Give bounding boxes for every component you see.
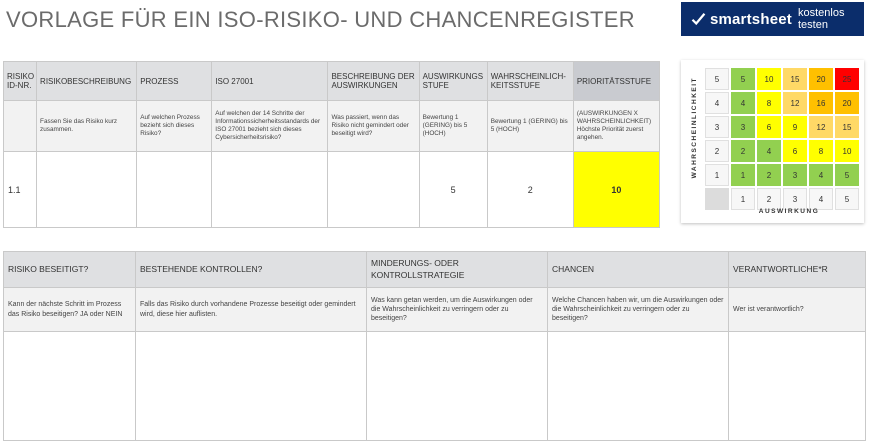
table-row	[4, 152, 660, 228]
control-description-row	[4, 288, 866, 332]
matrix-cell: 2	[731, 140, 755, 162]
description-cell: Kann der nächste Schritt im Prozess das Risiko beseitigen? JA oder NEIN	[4, 288, 136, 332]
brand-name: smartsheet	[709, 10, 792, 28]
matrix-cell: 3	[783, 164, 807, 186]
matrix-cell: 16	[809, 92, 833, 114]
matrix-cell: 2	[757, 164, 781, 186]
header-cell: PRIORITÄTSSTUFE	[573, 62, 659, 101]
matrix-cell: 15	[783, 68, 807, 90]
control-table	[3, 251, 866, 441]
smartsheet-banner[interactable]	[681, 2, 864, 36]
description-cell: Fassen Sie das Risiko kurz zusammen.	[37, 101, 137, 152]
risk-matrix	[681, 60, 864, 223]
impact-description-cell[interactable]	[328, 152, 419, 228]
header-cell: RISIKOBESCHREIBUNG	[37, 62, 137, 101]
matrix-cell: 20	[809, 68, 833, 90]
matrix-corner	[705, 188, 729, 210]
matrix-cell: 8	[757, 92, 781, 114]
mitigation-strategy-cell[interactable]	[367, 332, 548, 441]
description-cell: Bewertung 1 (GERING) bis 5 (HOCH)	[487, 101, 573, 152]
header-cell: BESCHREIBUNG DER AUSWIRKUNGEN	[328, 62, 419, 101]
risk-description-row	[4, 101, 660, 152]
matrix-cell: 20	[835, 92, 859, 114]
matrix-cell: 8	[809, 140, 833, 162]
risk-id-cell[interactable]: 1.1	[4, 152, 37, 228]
matrix-cell: 4	[809, 164, 833, 186]
matrix-row-label: 3	[705, 116, 729, 138]
header-cell: AUSWIRKUNGS STUFE	[419, 62, 487, 101]
matrix-col-label: 3	[783, 188, 807, 210]
matrix-cell: 12	[809, 116, 833, 138]
matrix-cell: 4	[757, 140, 781, 162]
matrix-cell: 15	[835, 116, 859, 138]
matrix-row-label: 5	[705, 68, 729, 90]
table-row	[4, 332, 866, 441]
matrix-cell: 25	[835, 68, 859, 90]
header-cell: WAHRSCHEINLICH-KEITSSTUFE	[487, 62, 573, 101]
matrix-row-label: 4	[705, 92, 729, 114]
iso-cell[interactable]	[212, 152, 328, 228]
matrix-row-label: 2	[705, 140, 729, 162]
matrix-col-label: 5	[835, 188, 859, 210]
control-header-row	[4, 252, 866, 288]
matrix-col-label: 2	[757, 188, 781, 210]
matrix-col-label: 1	[731, 188, 755, 210]
page-title: VORLAGE FÜR EIN ISO-RISIKO- UND CHANCENREGISTER	[6, 7, 635, 32]
likelihood-level-cell[interactable]: 2	[487, 152, 573, 228]
description-cell: Wer ist verantwortlich?	[729, 288, 866, 332]
header-cell: VERANTWORTLICHE*R	[729, 252, 866, 288]
matrix-cell: 3	[731, 116, 755, 138]
description-cell: Auf welchen Prozess bezieht sich dieses Risiko?	[137, 101, 212, 152]
header-cell: RISIKO BESEITIGT?	[4, 252, 136, 288]
owner-cell[interactable]	[729, 332, 866, 441]
matrix-x-axis-label: AUSWIRKUNG	[758, 208, 820, 215]
header-cell: BESTEHENDE KONTROLLEN?	[136, 252, 367, 288]
matrix-row-label: 1	[705, 164, 729, 186]
priority-level-cell[interactable]: 10	[573, 152, 659, 228]
risk-eliminated-cell[interactable]	[4, 332, 136, 441]
matrix-cell: 4	[731, 92, 755, 114]
matrix-cell: 9	[783, 116, 807, 138]
process-cell[interactable]	[137, 152, 212, 228]
risk-description-cell[interactable]	[37, 152, 137, 228]
existing-controls-cell[interactable]	[136, 332, 367, 441]
matrix-cell: 10	[757, 68, 781, 90]
matrix-cell: 6	[783, 140, 807, 162]
impact-level-cell[interactable]: 5	[419, 152, 487, 228]
header-cell: MINDERUNGS- ODER KONTROLLSTRATEGIE	[367, 252, 548, 288]
header-cell: PROZESS	[137, 62, 212, 101]
matrix-cell: 1	[731, 164, 755, 186]
header-cell: RISIKO ID-NR.	[4, 62, 37, 101]
matrix-cell: 5	[731, 68, 755, 90]
description-cell: Auf welchen der 14 Schritte der Informationssicherheitsstandards der ISO 27001 bezieht sich dieses Cybersicherheitsrisiko?	[212, 101, 328, 152]
risk-register-table	[3, 61, 660, 228]
matrix-y-axis-label: WAHRSCHEINLICHKEIT	[690, 77, 698, 179]
description-cell: Welche Chancen haben wir, um die Auswirkungen oder die Wahrscheinlichkeit zu verringern oder zu beseitigen?	[548, 288, 729, 332]
description-cell: Falls das Risiko durch vorhandene Prozesse beseitigt oder gemindert wird, diese hier auflisten.	[136, 288, 367, 332]
matrix-col-label: 4	[809, 188, 833, 210]
description-cell	[4, 101, 37, 152]
header-cell: CHANCEN	[548, 252, 729, 288]
risk-header-row	[4, 62, 660, 101]
matrix-cell: 12	[783, 92, 807, 114]
matrix-cell: 5	[835, 164, 859, 186]
description-cell: Was passiert, wenn das Risiko nicht gemindert oder beseitigt wird?	[328, 101, 419, 152]
description-cell: Was kann getan werden, um die Auswirkungen oder die Wahrscheinlichkeit zu verringern oder zu beseitigen?	[367, 288, 548, 332]
description-cell: Bewertung 1 (GERING) bis 5 (HOCH)	[419, 101, 487, 152]
header-cell: ISO 27001	[212, 62, 328, 101]
matrix-cell: 10	[835, 140, 859, 162]
opportunities-cell[interactable]	[548, 332, 729, 441]
matrix-cell: 6	[757, 116, 781, 138]
description-cell: (AUSWIRKUNGEN X WAHRSCHEINLICHKEIT) Höchste Priorität zuerst angehen.	[573, 101, 659, 152]
smartsheet-logo-icon	[691, 10, 706, 28]
brand-cta[interactable]: kostenlos testen	[797, 7, 845, 31]
